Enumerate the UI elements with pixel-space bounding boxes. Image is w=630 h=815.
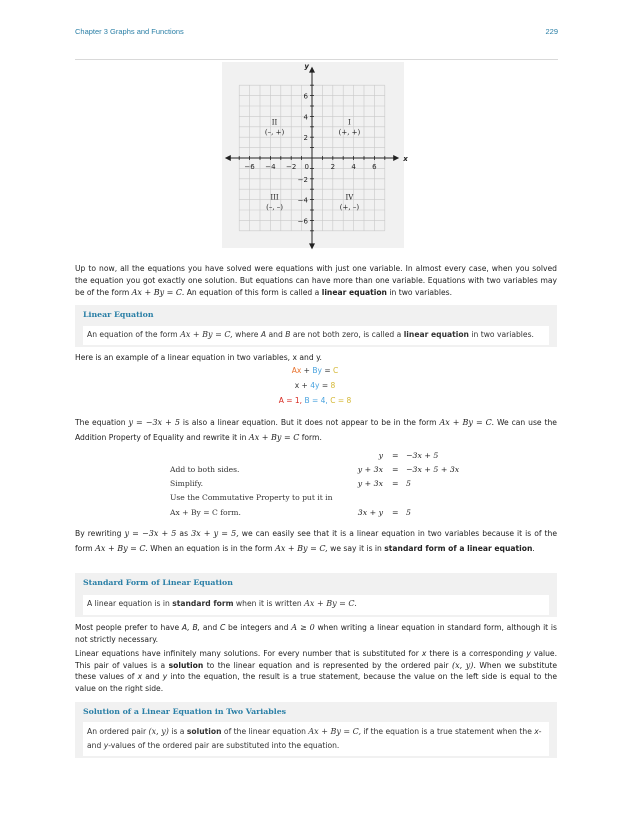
definition-body [83,595,549,615]
step-rhs: −3x + 5 [406,451,439,460]
page-number: 229 [545,27,558,36]
p-math: y = −3x + 5 [124,529,177,538]
ex-term: By [312,366,322,375]
p-text: When we substitute these values of [75,660,558,681]
ex-op: = [319,381,331,390]
ex-value: C = 8 [330,396,352,405]
def-math: Ax + By = C. [304,599,357,608]
x-tick-label: 6 [372,163,377,171]
def-math: Ax + By = C, [180,330,233,339]
ex-term: x [294,381,300,390]
p-text: When an equation is in the form [150,544,273,553]
x-tick-label: 4 [351,163,356,171]
definition-box-solution [75,702,557,758]
step-description: Use the Commutative Property to put it in [170,493,333,502]
quadrant-II-sign: (–, +) [264,128,285,137]
x-tick-label: −2 [286,163,297,171]
ex-value: A = 1, [278,396,303,405]
p-math: Ax + By = C. [439,418,495,427]
step-equals: = [392,451,399,460]
intro-text: Up to now, all the equations you have solved were equations with just one variable. In almost every case, when you solved the equation you got exactly one solution. But equations can have more than one variable. Equations with two variables may be of the form [75,264,557,298]
def-var: x [534,727,539,736]
p-text: and [202,623,218,632]
p-text: and [145,672,160,681]
p-math: 3x + y = 5, [191,529,239,538]
y-tick-label: 2 [303,134,308,143]
def-math: (x, y) [148,727,169,736]
step-lhs: y [378,451,383,460]
coordinate-plane-figure [222,62,408,248]
step-equals: = [392,465,399,474]
def-text: A linear equation is in [87,599,170,608]
ex-term: 8 [330,381,336,390]
ex-op: + [301,366,313,375]
p-text: The equation [75,418,126,427]
example-general [0,366,630,375]
p-text: Most people prefer to have [75,623,180,632]
quadrant-IV-sign: (+, –) [339,203,360,212]
step-lhs: y + 3x [357,465,383,474]
def-text: An ordered pair [87,727,147,736]
def-text: in two variables. [471,330,534,339]
p-var: C [219,623,226,632]
y-axis-label: y [304,62,309,71]
intro-math: Ax + By = C. [131,288,185,298]
step-description: Ax + By = C form. [170,508,241,517]
intro-text-2: An equation of this form is called a [186,288,320,298]
step-rhs: 5 [406,508,411,517]
p-var: x [421,649,427,658]
ex-term: C [333,366,339,375]
def-var: y [103,741,109,750]
quadrant-III-sign: (–, –) [266,203,284,212]
y-tick-label: 6 [303,92,308,101]
step-rhs: 5 [406,479,411,488]
x-axis-label: x [403,155,408,163]
p-var: y [162,672,168,681]
p-var: x [137,672,143,681]
p-text: we say it is in [330,544,382,553]
ex-op: + [299,381,311,390]
def-text: - and [87,727,542,750]
definition-body [83,326,549,345]
paragraph-standard-form [75,526,557,556]
p-var: y [526,649,531,658]
p-math: Ax + By = C. [95,544,148,553]
p-text: By rewriting [75,529,122,538]
def-text: when it is written [235,599,302,608]
p-text: we can easily see that it is a linear equation in two variables because it is of the form [75,529,557,553]
def-text: of the linear equation [223,727,306,736]
p-math: Ax + By = C [248,433,300,442]
p-text: value. This pair of values is a [75,649,557,670]
step-description: Simplify. [170,479,204,488]
definition-box-standard-form [75,573,557,617]
definition-box-linear-equation [75,305,557,347]
quadrant-IV-label: IV [345,193,354,202]
step-equals: = [392,508,399,517]
p-text: into the equation, the result is a true statement, because the value on the left side is equal to the value on the right side. [75,672,558,693]
y-tick-label: −6 [297,217,308,226]
ex-op: = [321,366,334,375]
definition-title: Standard Form of Linear Equation [83,578,233,587]
paragraph-rewrite [75,415,557,445]
def-text: where [235,330,259,339]
quadrant-II-label: II [271,118,278,127]
header-divider [75,59,558,60]
step-rhs: −3x + 5 + 3x [406,465,460,474]
quadrant-III-label: III [270,193,279,202]
def-term: linear equation [403,330,469,339]
step-lhs: y + 3x [357,479,383,488]
definition-title: Solution of a Linear Equation in Two Variables [83,707,287,716]
p-text: as [179,529,189,538]
p-math: A ≥ 0 [291,623,315,632]
intro-text-3: in two variables. [389,288,452,298]
p-term: standard form of a linear equation [384,544,533,553]
y-tick-label: −2 [297,175,308,184]
def-var: A [260,330,267,339]
origin-label: 0 [304,163,309,171]
step-description: Add to both sides. [170,465,240,474]
intro-term: linear equation [321,288,387,298]
def-term: solution [186,727,222,736]
def-text: is a [171,727,185,736]
example-intro: Here is an example of a linear equation in two variables, x and y. [75,353,322,362]
def-math: Ax + By = C, [308,727,362,736]
p-text: be integers and [228,623,289,632]
step-lhs: 3x + y [357,508,383,517]
p-text: there is a corresponding [429,649,524,658]
example-specific [0,381,630,390]
running-header-chapter: Chapter 3 Graphs and Functions [75,27,184,36]
y-tick-label: −4 [297,196,308,205]
x-tick-label: 2 [330,163,336,171]
p-text: We can use the Addition Property of Equality and rewrite it in [75,418,557,442]
example-values [0,396,630,405]
p-text: is also a linear equation. But it does not appear to be in the form [182,418,437,427]
x-tick-label: −6 [244,163,255,171]
quadrant-I-sign: (+, +) [338,128,361,137]
paragraph-solutions [75,648,557,694]
step-equals: = [392,479,399,488]
p-var: A, B, [181,623,201,632]
p-text: . [532,544,535,553]
p-term: solution [168,660,204,670]
quadrant-I-label: I [348,118,351,127]
definition-title: Linear Equation [83,310,154,319]
y-tick-label: 4 [303,113,308,122]
p-text: form. [301,433,322,442]
def-text: and [268,330,283,339]
p-math: (x, y). [452,660,476,670]
def-text: -values of the ordered pair are substituted into the equation. [108,741,340,750]
p-text: when writing a linear equation in standard form, although it is not strictly necessary. [75,623,557,644]
ex-value: B = 4, [304,396,328,405]
p-math: y = −3x + 5 [128,418,180,427]
p-math: Ax + By = C, [275,544,328,553]
ex-term: 4y [310,381,320,390]
def-term: standard form [172,599,234,608]
p-text: to the linear equation and is represented by the ordered pair [206,660,449,670]
ex-term: Ax [291,366,302,375]
p-text: Linear equations have infinitely many solutions. For every number that is substituted for [75,649,419,658]
x-tick-label: −4 [265,163,276,171]
def-var: B [285,330,291,339]
intro-paragraph [75,263,557,300]
def-text: An equation of the form [87,330,178,339]
paragraph-integers [75,622,557,645]
def-text: are not both zero, is called a [292,330,402,339]
def-text: if the equation is a true statement when the [363,727,532,736]
definition-body [83,722,549,756]
